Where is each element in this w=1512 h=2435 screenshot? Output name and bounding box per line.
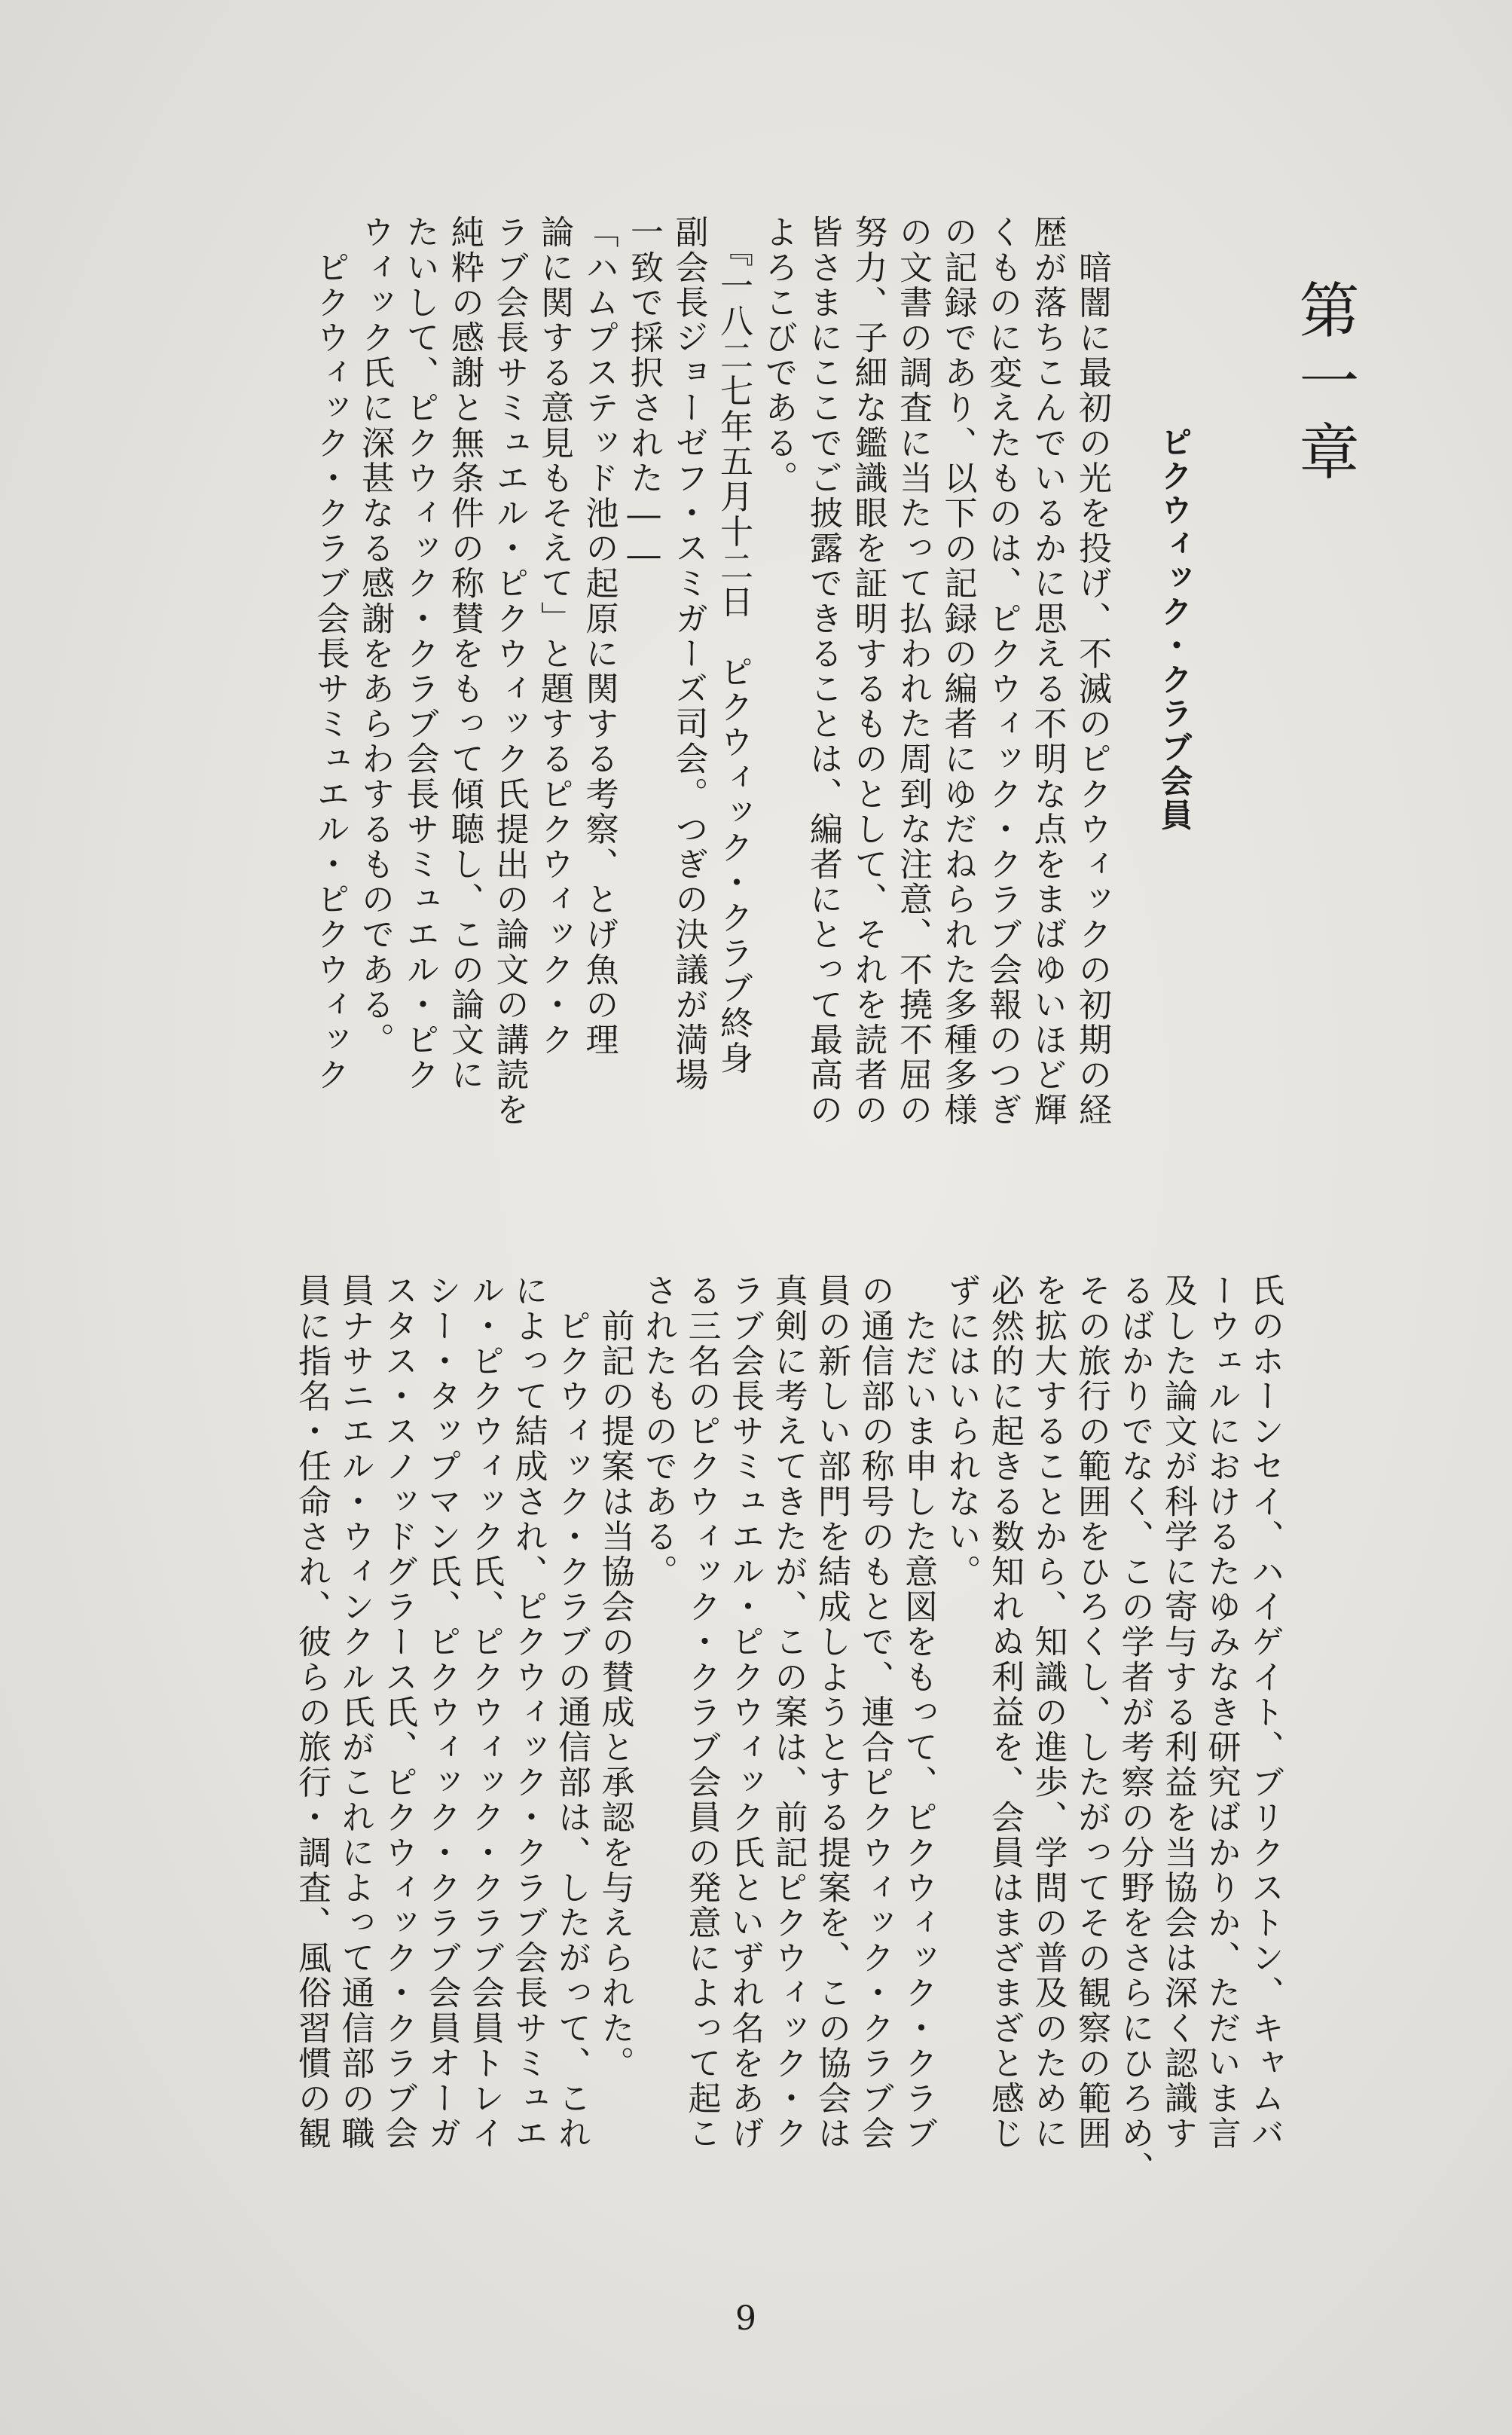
page-number: 9 <box>735 2299 756 2338</box>
body-text-upper: 暗闇に最初の光を投げ、不滅のピクウィックの初期の経 歴が落ちこんでいるかに思える不明な点をまばゆいほど輝 くものに変えたものは、ピクウィック・クラブ会報のつぎ の記録であり、以下の記録の編者にゆだねられた多種多様 の文書の調査に当たって払われた周到な注意、不撓不屈の 努力、子細な鑑識眼を証明するものとして、それを読者の 皆さまにここでご披露できることは、編者にとって最高の よろこびである。 『一八二七年五月十二日 ピクウィック・クラブ終身 副会長ジョーゼフ・スミガーズ司会。つぎの決議が満場 一致で採択された―― 「ハムプステッド池の起原に関する考察、とげ魚の理 論に関する意見もそえて」と題するピクウィック・ク ラブ会長サミュエル・ピクウィック氏提出の論文の講読を 純粋の感謝と無条件の称賛をもって傾聴し、この論文に たいして、ピクウィック・クラブ会長サミュエル・ピク ウィック氏に深甚なる感謝をあらわするものである。 ピクウィック・クラブ会長サミュエル・ピクウィック <box>310 215 1111 1128</box>
section-heading: ピクウィック・クラブ会員 <box>1156 426 1193 833</box>
body-text-lower: 氏のホーンセイ、ハイゲイト、ブリクストン、キャムバ ーウェルにおけるたゆみなき研究ばかりか、ただいま言 及した論文が科学に寄与する利益を当協会は深く認識す るばかりでなく、この学者が考察の分野をさらにひろめ、 その旅行の範囲をひろくし、したがってその観察の範囲 を拡大することから、知識の進歩、学問の普及のために 必然的に起きる数知れぬ利益を、会員はまざまざと感じ ずにはいられない。 ただいま申した意図をもって、ピクウィック・クラブ の通信部の称号のもとで、連合ピクウィック・クラブ会 員の新しい部門を結成しようとする提案を、この協会は 真剣に考えてきたが、この案は、前記ピクウィック・ク ラブ会長サミュエル・ピクウィック氏といずれ名をあげ る三名のピクウィック・クラブ会員の発意によって起こ されたものである。 前記の提案は当協会の賛成と承認を与えられた。 ピクウィック・クラブの通信部は、したがって、これ によって結成され、ピクウィック・クラブ会長サミュエ ル・ピクウィック氏、ピクウィック・クラブ会員トレイ シー・タップマン氏、ピクウィック・クラブ会員オーガ スタス・スノッドグラース氏、ピクウィック・クラブ会 員ナサニエル・ウィンクル氏がこれによって通信部の職 員に指名・任命され、彼らの旅行・調査、風俗習慣の観 <box>292 1273 1284 2186</box>
chapter-title: 第一章 <box>1289 279 1359 491</box>
